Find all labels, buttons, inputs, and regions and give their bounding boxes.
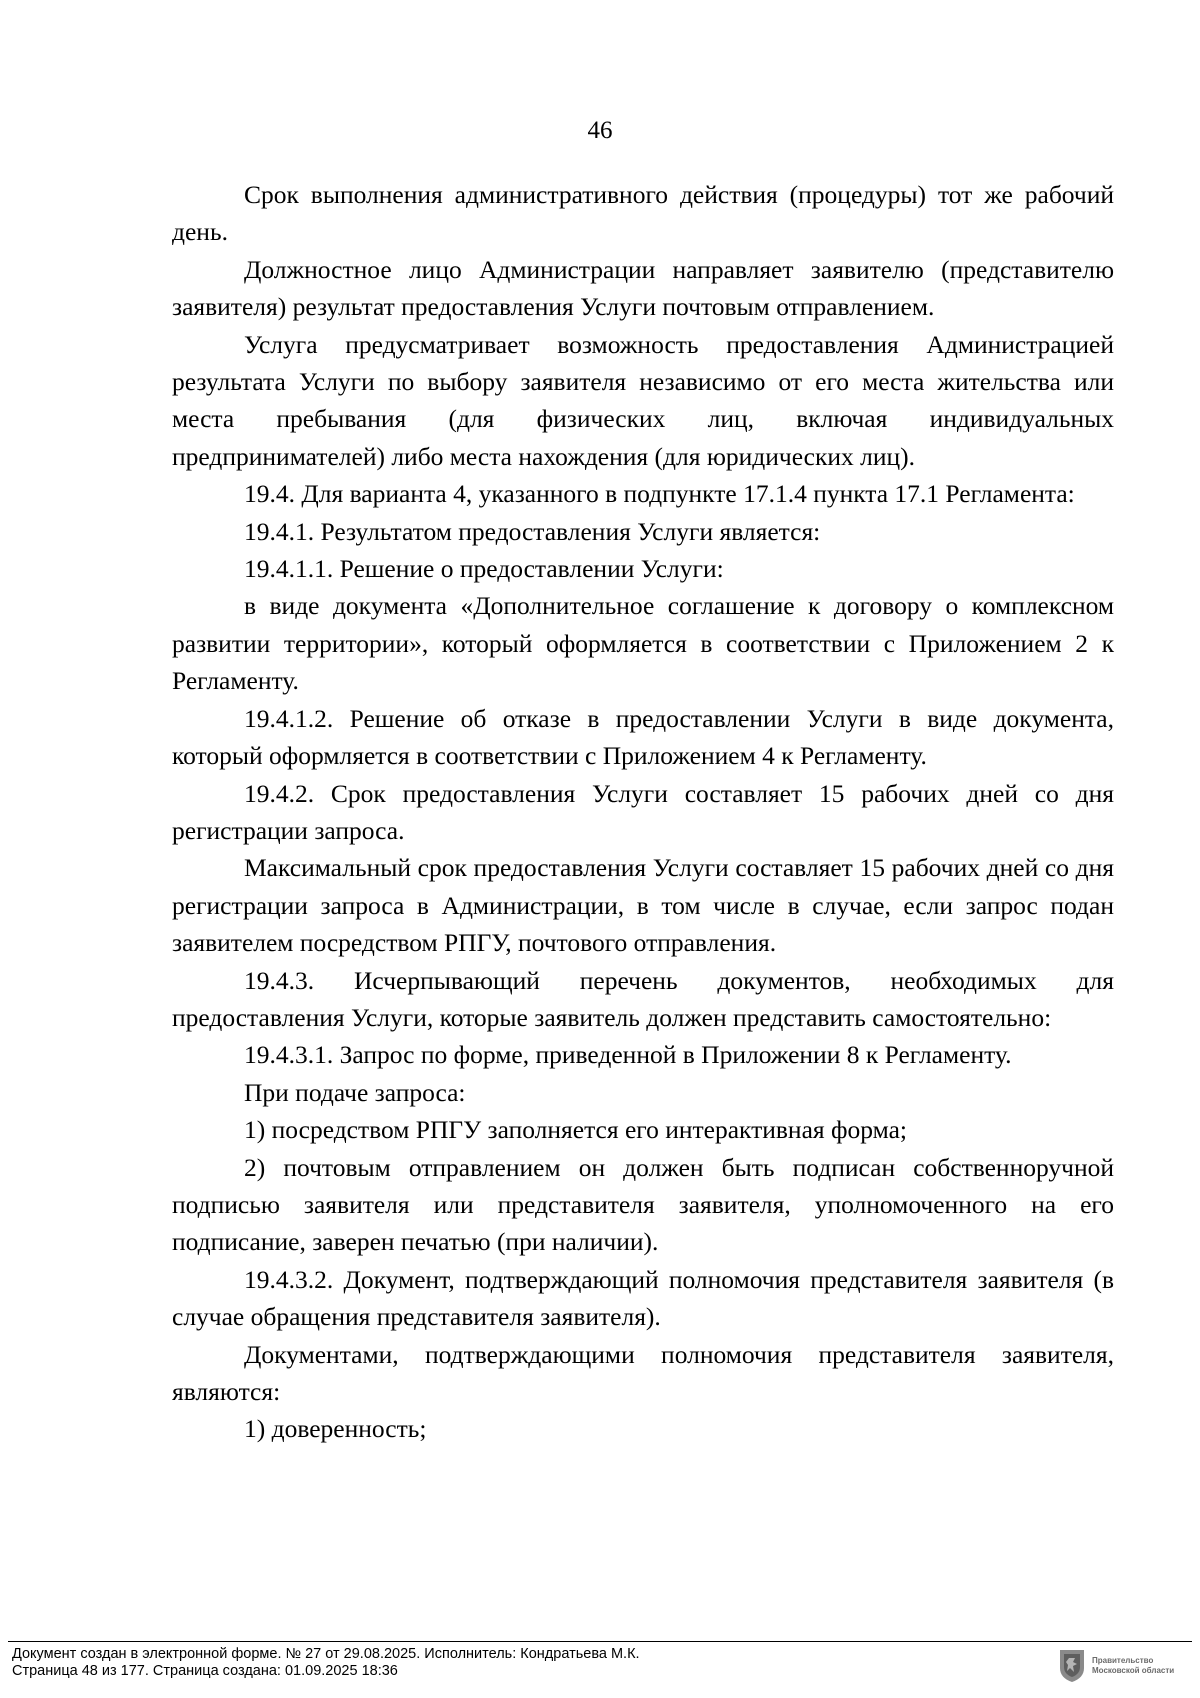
paragraph: 19.4.3. Исчерпывающий перечень документов, необходимых для предоставления Услуги, которые заявитель должен представить самостоятельно: bbox=[172, 965, 1114, 1032]
footer-line-1: Документ создан в электронной форме. № 27 от 29.08.2025. Исполнитель: Кондратьева М.К. bbox=[12, 1646, 640, 1662]
footer-divider bbox=[8, 1641, 1192, 1642]
paragraph: 1) посредством РПГУ заполняется его интерактивная форма; bbox=[244, 1115, 907, 1145]
coat-of-arms-icon bbox=[1058, 1648, 1086, 1684]
logo-caption bbox=[1092, 1656, 1174, 1676]
paragraph: 19.4.3.2. Документ, подтверждающий полномочия представителя заявителя (в случае обращения представителя заявителя). bbox=[172, 1264, 1114, 1332]
paragraph: в виде документа «Дополнительное соглашение к договору о комплексном развитии территории», который оформляется в соответствии с Приложением 2 к Регламенту. bbox=[172, 591, 1114, 696]
government-logo bbox=[1058, 1646, 1200, 1686]
logo-caption-line-1: Правительство bbox=[1092, 1656, 1154, 1665]
page-number: 46 bbox=[587, 117, 613, 144]
footer-info bbox=[12, 1646, 1032, 1680]
paragraph: Услуга предусматривает возможность предоставления Администрацией результата Услуги по выбору заявителя независимо от его места жительства или места пребывания (для физических лиц, включая индивидуальных предпринимателей) либо места нахождения (для юридических лиц). bbox=[172, 329, 1114, 471]
paragraph: При подаче запроса: bbox=[244, 1077, 466, 1107]
footer-line-2: Страница 48 из 177. Страница создана: 01.09.2025 18:36 bbox=[12, 1663, 398, 1679]
paragraph: Максимальный срок предоставления Услуги составляет 15 рабочих дней со дня регистрации запроса в Администрации, в том числе в случае, если запрос подан заявителем посредством РПГУ, почтового отправления. bbox=[172, 853, 1114, 958]
document-body bbox=[172, 176, 1114, 1448]
paragraph: 19.4.1. Результатом предоставления Услуги является: bbox=[244, 516, 821, 546]
paragraph: 19.4.2. Срок предоставления Услуги составляет 15 рабочих дней со дня регистрации запроса. bbox=[172, 778, 1114, 845]
paragraph: 19.4.1.1. Решение о предоставлении Услуги: bbox=[244, 554, 724, 584]
paragraph: 19.4. Для варианта 4, указанного в подпункте 17.1.4 пункта 17.1 Регламента: bbox=[244, 479, 1075, 509]
paragraph: 1) доверенность; bbox=[244, 1414, 427, 1444]
paragraph: Должностное лицо Администрации направляет заявителю (представителю заявителя) результат предоставления Услуги почтовым отправлением. bbox=[172, 254, 1114, 322]
paragraph: 19.4.3.1. Запрос по форме, приведенной в Приложении 8 к Регламенту. bbox=[244, 1040, 1012, 1070]
paragraph: Срок выполнения административного действия (процедуры) тот же рабочий день. bbox=[172, 180, 1114, 247]
logo-caption-line-2: Московской области bbox=[1092, 1666, 1175, 1675]
paragraph: 2) почтовым отправлением он должен быть подписан собственноручной подписью заявителя или представителя заявителя, уполномоченного на его подписание, заверен печатью (при наличии). bbox=[172, 1152, 1114, 1257]
paragraph: 19.4.1.2. Решение об отказе в предоставлении Услуги в виде документа, который оформляется в соответствии с Приложением 4 к Регламенту. bbox=[172, 703, 1114, 771]
paragraph: Документами, подтверждающими полномочия представителя заявителя, являются: bbox=[172, 1339, 1114, 1406]
